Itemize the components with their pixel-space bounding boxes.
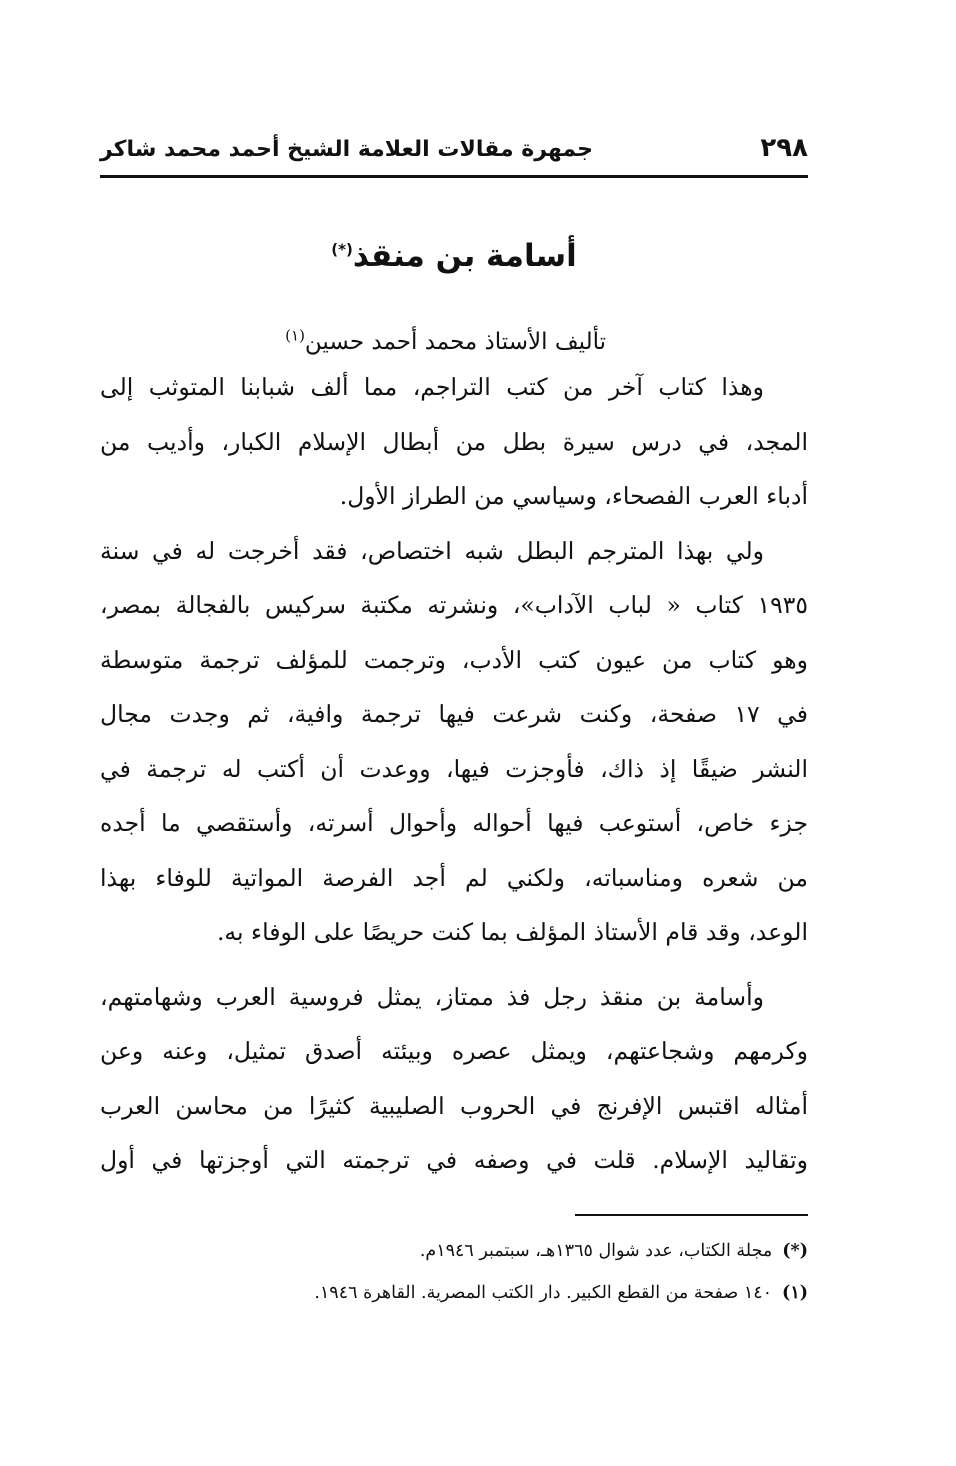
article-title-text: أسامة بن منقذ	[352, 238, 577, 274]
page-header	[100, 128, 808, 174]
footnote-marker: (*)	[782, 1241, 808, 1261]
paragraph-3	[100, 970, 808, 1188]
text-line: المجد، في درس سيرة بطل من أبطال الإسلام الكبار، وأديب من	[100, 427, 808, 456]
text-line: وتقاليد الإسلام. قلت في وصفه في ترجمته التي أوجزتها في أول	[100, 1146, 808, 1174]
text-line: أدباء العرب الفصحاء، وسياسي من الطراز الأول.	[339, 482, 808, 510]
text-line: الوعد، وقد قام الأستاذ المؤلف بما كنت حريصًا على الوفاء به.	[216, 918, 808, 946]
text-line: وهو كتاب من عيون كتب الأدب، وترجمت للمؤلف ترجمة متوسطة	[100, 645, 808, 674]
footnote	[100, 1230, 808, 1272]
text-line: جزء خاص، أستوعب فيها أحواله وأحوال أسرته، وأستقصي ما أجده	[100, 809, 808, 837]
text-line: أمثاله اقتبس الإفرنج في الحروب الصليبية كثيرًا من محاسن العرب	[100, 1091, 808, 1120]
article-title	[100, 228, 808, 284]
text-line: ١٩٣٥ كتاب « لباب الآداب»، ونشرته مكتبة سركيس بالفجالة بمصر،	[100, 591, 808, 619]
text-line: في ١٧ صفحة، وكنت شرعت فيها ترجمة وافية، ثم وجدت مجال	[100, 700, 808, 728]
text-line: ولي بهذا المترجم البطل شبه اختصاص، فقد أخرجت له في سنة	[100, 536, 764, 565]
page-number: ٢٩٨	[760, 133, 808, 163]
text-line: وأسامة بن منقذ رجل فذ ممتاز، يمثل فروسية العرب وشهامتهم،	[100, 982, 764, 1011]
header-rule	[100, 175, 808, 178]
paragraph-2	[100, 524, 808, 960]
byline-footnote-marker: (١)	[285, 326, 305, 345]
paragraph-gap	[100, 960, 808, 970]
footnote	[100, 1272, 808, 1314]
byline-text: تأليف الأستاذ محمد أحمد حسين	[304, 329, 606, 355]
article-body	[100, 360, 808, 1188]
text-line: وكرمهم وشجاعتهم، ويمثل عصره وبيئته أصدق تمثيل، وعنه وعن	[100, 1037, 808, 1065]
footnote-text: مجلة الكتاب، عدد شوال ١٣٦٥هـ، سبتمبر ١٩٤٦م.	[419, 1241, 773, 1261]
paragraph-1	[100, 360, 808, 524]
footnotes	[100, 1230, 808, 1314]
text-line: وهذا كتاب آخر من كتب التراجم، مما ألف شبابنا المتوثب إلى	[100, 373, 764, 401]
footnote-text: ١٤٠ صفحة من القطع الكبير. دار الكتب المصرية. القاهرة ١٩٤٦.	[314, 1283, 773, 1303]
footnote-marker: (١)	[782, 1283, 808, 1303]
footnote-rule	[575, 1214, 808, 1216]
text-line: النشر ضيقًا إذ ذاك، فأوجزت فيها، ووعدت أن أكتب له ترجمة في	[100, 754, 808, 783]
title-footnote-marker: (*)	[331, 240, 353, 259]
running-title: جمهرة مقالات العلامة الشيخ أحمد محمد شاكر	[100, 137, 594, 162]
text-line: من شعره ومناسباته، ولكني لم أجد الفرصة المواتية للوفاء بهذا	[100, 863, 808, 892]
